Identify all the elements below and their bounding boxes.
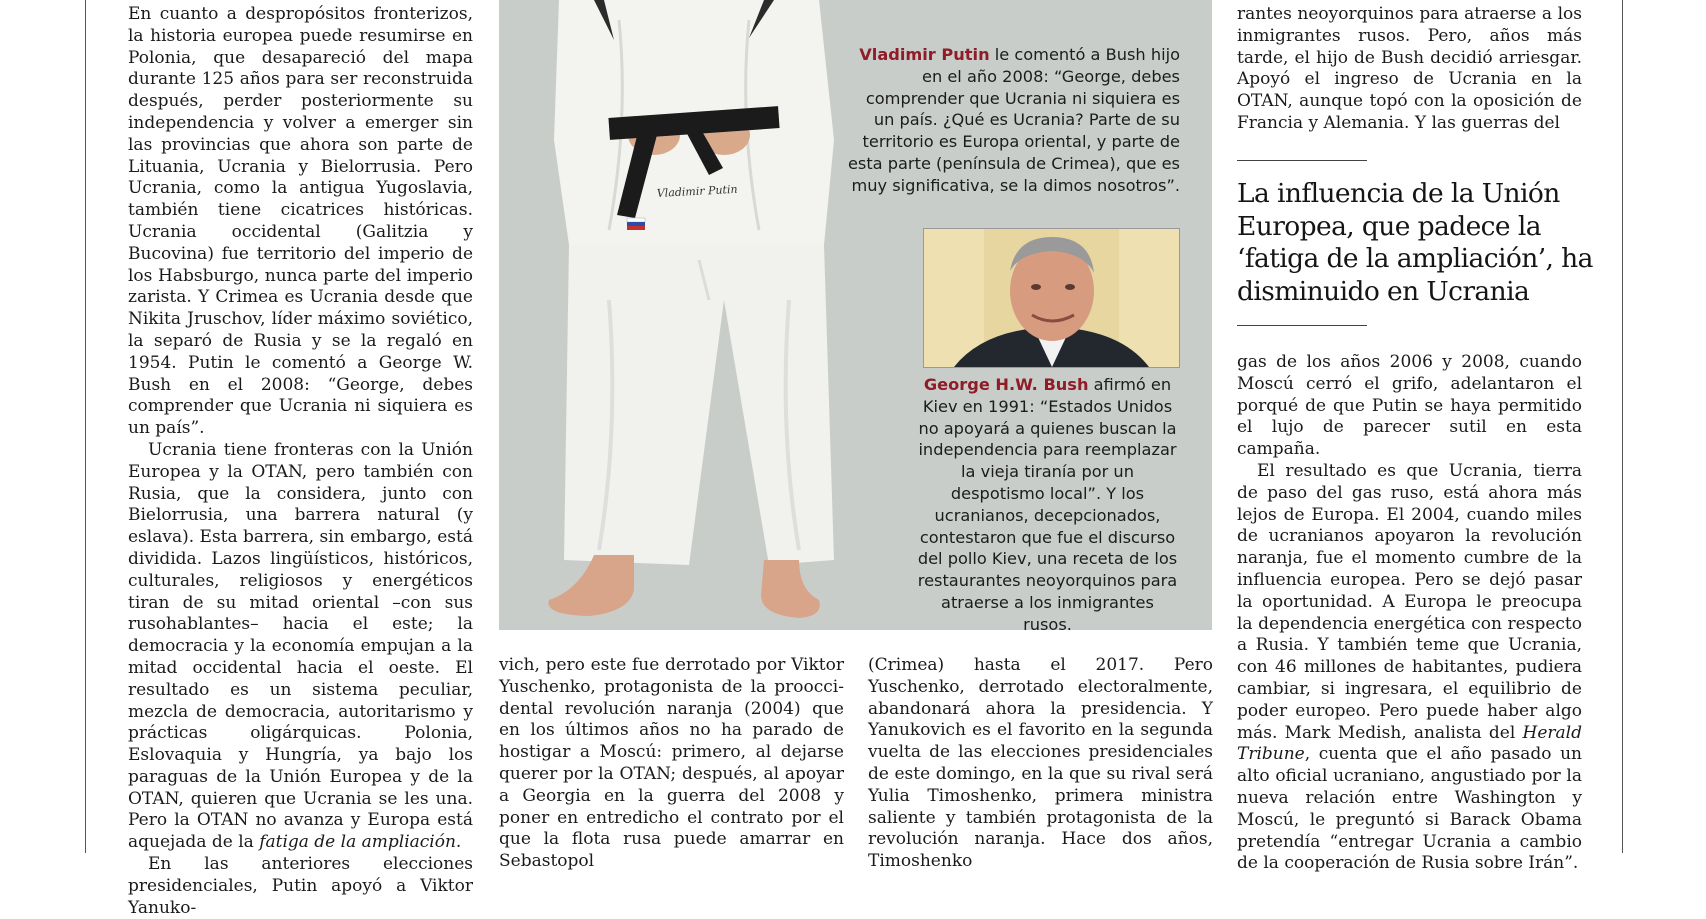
paragraph: En las anteriores elecciones presidenciales, Putin apoyó a Viktor Yanuko- xyxy=(128,854,473,918)
article-column-right-bottom xyxy=(1237,352,1582,875)
caption-bush: George H.W. Bush afirmó en Kiev en 1991: “Estados Unidos no apoyará a quienes buscan la independencia para reemplazar la vieja tiranía por un despotismo local”. Y los ucranianos, decepcionados, contestaron que fue el discurso del pollo Kiev, una receta de los restaurantes neoyorquinos para atraerse a los inmigrantes rusos. xyxy=(917,375,1178,634)
paragraph: En cuanto a despropósitos fronterizos, la historia europea puede resumirse en Polonia, que desapareció del mapa durante 125 años para ser reconstruida después, perder posteriormente su independencia y volver a emerger sin las provincias que ahora son parte de Lituania, Ucrania y Bielorrusia. Pero Ucrania, como la antigua Yugoslavia, también tiene cicatrices históricas. Ucrania occidental (Galitzia y Bucovina) fue territorio del imperio de los Habsburgo, nunca parte del imperio zarista. Y Crimea es Ucrania desde que Nikita Jruschov, líder máximo soviético, la separó de Rusia y se la regaló en 1954. Putin le comentó a George W. Bush en el 2008: “George, debes comprender que Ucrania ni siquiera es un país”. xyxy=(128,4,473,439)
caption-putin: Vladimir Putin le comentó a Bush hijo en el año 2008: “George, debes comprender que Ucrania ni siquiera es un país. ¿Qué es Ucrania? Parte de su territorio es Europa oriental, y parte de esta parte (península de Crimea), que es muy significativa, se la dimos nosotros”. xyxy=(847,45,1180,195)
paragraph: Ucrania tiene fronteras con la Unión Europea y la OTAN, pero también con Rusia, que la considera, junto con Bielorrusia, una barrera natural (y eslava). Esta barrera, sin embargo, está dividida. Lazos lingüísticos, históricos, culturales, religiosos y energéticos tiran de su mitad oriental –con sus rusohablantes– hacia el este; la democracia y la economía empujan a la mitad occidental hacia el oeste. El resultado es un sistema peculiar, mezcla de democracia, autoritarismo y prácticas oligárquicas. Polonia, Eslovaquia y Hungría, ya bajo los paraguas de la Unión Europea y de la OTAN, quieren que Ucrania se les una. Pero la OTAN no avanza y Europa está aquejada de la fatiga de la ampliación. xyxy=(128,439,473,853)
article-column-bottom-middle xyxy=(868,655,1213,873)
portrait-image xyxy=(924,229,1179,367)
paragraph: rantes neoyorquinos para atraerse a los inmigrantes rusos. Pero, años más tarde, el hijo de Bush decidió arriesgar. Apoyó el ingreso de Ucrania en la OTAN, aunque topó con la oposición de Francia y Alemania. Y las guerras del xyxy=(1237,4,1582,133)
judogi-name-label: Vladimir Putin xyxy=(656,182,738,200)
caption-name-bush: George H.W. Bush xyxy=(923,375,1089,394)
article-column-right-top xyxy=(1237,4,1582,135)
caption-name-putin: Vladimir Putin xyxy=(859,45,990,64)
paragraph: El resultado es que Ucrania, tierra de paso del gas ruso, está ahora más lejos de Europa. El 2004, cuando miles de ucranianos apoyaron la revolución naranja, fue el momento cumbre de la influencia europea. Pero se dejó pasar la oportunidad. A Europa le preocupa la dependencia energética con respecto a Rusia. Y también teme que Ucrania, con 46 millones de habitantes, pudiera cambiar, si ingresara, el equilibrio de poder europeo. Pero puede haber algo más. Mark Medish, analista del Herald Tribune, cuenta que el año pasado un alto oficial ucraniano, angustiado por la nueva relación entre Washington y Moscú, le preguntó si Barack Obama pretendía “entregar Ucrania a cambio de la cooperación de Rusia sobre Irán”. xyxy=(1237,460,1582,874)
pull-quote: La influencia de la Unión Europea, que padece la ‘fatiga de la ampliación’, ha disminuido en Ucrania xyxy=(1237,178,1593,307)
page-border-right xyxy=(1622,0,1623,853)
judoka-figure xyxy=(499,0,899,630)
article-column-left xyxy=(128,4,473,919)
paragraph: vich, pero este fue derrotado por Viktor Yuschenko, protagonista de la prooccidental revolución naranja (2004) que en los últimos años no ha parado de hostigar a Moscú: primero, al dejarse querer por la OTAN; después, al apoyar a Georgia en la guerra del 2008 y poner en entredicho el contrato por el que la flota rusa puede amarrar en Sebastopol xyxy=(499,655,844,872)
paragraph: gas de los años 2006 y 2008, cuando Moscú cerró el grifo, adelantaron el porqué de que Putin se haya permitido el lujo de parecer sutil en esta campaña. xyxy=(1237,352,1582,460)
pull-quote-rule-top xyxy=(1237,160,1367,161)
paragraph: (Crimea) hasta el 2017. Pero Yuschenko, derrotado electoralmente, abandonará ahora la presidencia. Y Yanukovich es el favorito en la segunda vuelta de las elecciones presidenciales de este domingo, en la que su rival será Yulia Timoshenko, primera ministra saliente y también protagonista de la revolución naranja. Hace dos años, Timoshenko xyxy=(868,655,1213,872)
italic-publication: Herald Tribune xyxy=(1237,722,1582,765)
bush-portrait-photo xyxy=(923,228,1180,368)
italic-phrase: fatiga de la ampliación xyxy=(259,832,456,853)
article-column-bottom-left xyxy=(499,655,844,873)
pull-quote-rule-bottom xyxy=(1237,325,1367,326)
page-border-left xyxy=(85,0,86,853)
